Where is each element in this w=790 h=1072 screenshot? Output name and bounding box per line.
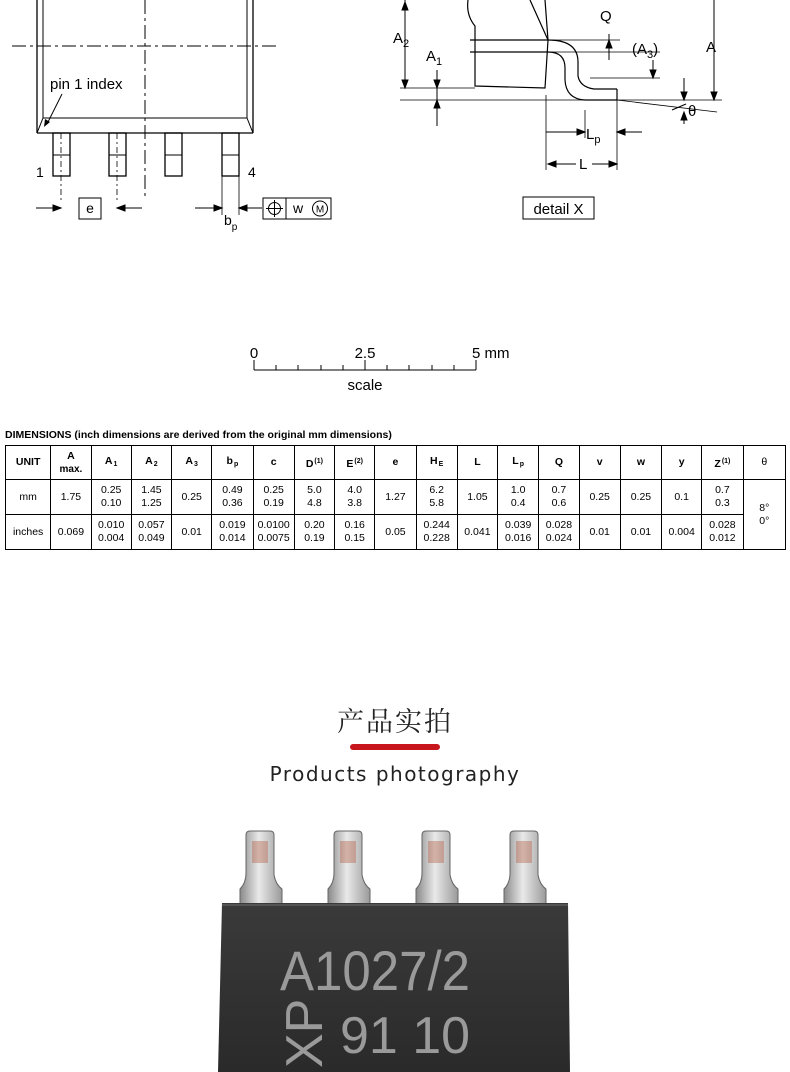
cell-z: 0.028 0.012 bbox=[702, 515, 743, 550]
a-label: A bbox=[706, 39, 717, 56]
chip-marking-line1: A1027/2 bbox=[280, 939, 470, 1002]
cell-a: 1.75 bbox=[51, 480, 91, 515]
cell-q: 0.7 0.6 bbox=[539, 480, 579, 515]
chip-pins bbox=[240, 831, 546, 905]
cell-lp: 1.0 0.4 bbox=[498, 480, 539, 515]
cell-v: 0.25 bbox=[579, 480, 620, 515]
cell-z: 0.7 0.3 bbox=[702, 480, 743, 515]
product-photo-title: 产品实拍 bbox=[337, 707, 453, 738]
cell-unit: mm bbox=[6, 480, 51, 515]
cell-bp: 0.49 0.36 bbox=[212, 480, 253, 515]
header-z: $Z^{(1)}$ bbox=[702, 446, 743, 480]
cell-e-cap: 4.0 3.8 bbox=[335, 480, 375, 515]
lp-label: $L_p$ bbox=[586, 126, 601, 146]
package-outline-drawing bbox=[0, 0, 790, 240]
cell-d: 0.20 0.19 bbox=[294, 515, 334, 550]
cell-w: 0.01 bbox=[620, 515, 661, 550]
header-c: c bbox=[253, 446, 294, 480]
header-he: $H_E$ bbox=[416, 446, 457, 480]
cell-a2: 1.45 1.25 bbox=[131, 480, 171, 515]
w-symbol: w bbox=[292, 200, 304, 216]
cell-a1: 0.010 0.004 bbox=[91, 515, 131, 550]
cell-y: 0.1 bbox=[662, 480, 702, 515]
header-e-cap: $E^{(2)}$ bbox=[335, 446, 375, 480]
header-y: y bbox=[662, 446, 702, 480]
header-bp: $b_p$ bbox=[212, 446, 253, 480]
pin-4-label: 4 bbox=[248, 164, 256, 180]
a2-label: $A_2$ bbox=[393, 30, 410, 50]
cell-l: 0.041 bbox=[457, 515, 497, 550]
table-row-inches bbox=[6, 515, 786, 550]
header-lp: $L_p$ bbox=[498, 446, 539, 480]
chip-marking-logo: XP bbox=[276, 998, 334, 1068]
header-a3: $A_3$ bbox=[172, 446, 212, 480]
scale-end: 5 mm bbox=[472, 345, 510, 362]
header-q: Q bbox=[539, 446, 579, 480]
scale-bar bbox=[240, 340, 530, 400]
m-symbol: M bbox=[315, 204, 325, 216]
pin1-index-label: pin 1 index bbox=[50, 76, 123, 93]
bp-label: $b_p$ bbox=[224, 212, 238, 233]
cell-he: 0.244 0.228 bbox=[416, 515, 457, 550]
cell-bp: 0.019 0.014 bbox=[212, 515, 253, 550]
cell-d: 5.0 4.8 bbox=[294, 480, 334, 515]
table-row-mm bbox=[6, 480, 786, 515]
dimensions-title: DIMENSIONS (inch dimensions are derived from the original mm dimensions) bbox=[5, 429, 392, 441]
header-theta: θ bbox=[743, 446, 785, 480]
header-a: A max. bbox=[51, 446, 91, 480]
cell-v: 0.01 bbox=[579, 515, 620, 550]
header-a1: $A_1$ bbox=[91, 446, 131, 480]
cell-a3: 0.01 bbox=[172, 515, 212, 550]
cell-a3: 0.25 bbox=[172, 480, 212, 515]
cell-l: 1.05 bbox=[457, 480, 497, 515]
cell-w: 0.25 bbox=[620, 480, 661, 515]
cell-c: 0.25 0.19 bbox=[253, 480, 294, 515]
header-w: w bbox=[620, 446, 661, 480]
header-e: e bbox=[375, 446, 416, 480]
cell-he: 6.2 5.8 bbox=[416, 480, 457, 515]
l-label: L bbox=[579, 156, 588, 173]
cell-a1: 0.25 0.10 bbox=[91, 480, 131, 515]
theta-label: θ bbox=[688, 103, 697, 120]
header-l: L bbox=[457, 446, 497, 480]
top-view bbox=[12, 0, 280, 215]
cell-a2: 0.057 0.049 bbox=[131, 515, 171, 550]
cell-y: 0.004 bbox=[662, 515, 702, 550]
cell-q: 0.028 0.024 bbox=[539, 515, 579, 550]
cell-theta: 8° 0° bbox=[743, 480, 785, 550]
cell-unit: inches bbox=[6, 515, 51, 550]
title-accent-bar bbox=[350, 744, 440, 750]
cell-e: 0.05 bbox=[375, 515, 416, 550]
cell-a: 0.069 bbox=[51, 515, 91, 550]
cell-e-cap: 0.16 0.15 bbox=[335, 515, 375, 550]
a3-label: $(A_3)$ bbox=[632, 41, 659, 61]
scale-caption: scale bbox=[347, 377, 383, 394]
dimensions-table bbox=[5, 445, 786, 550]
a1-label: $A_1$ bbox=[426, 48, 443, 68]
q-label: Q bbox=[600, 8, 612, 25]
detail-x-label: detail X bbox=[533, 201, 584, 218]
chip-photo bbox=[200, 825, 590, 1072]
detail-x-view bbox=[400, 0, 722, 170]
scale-zero: 0 bbox=[249, 345, 259, 362]
header-a2: $A_2$ bbox=[131, 446, 171, 480]
table-header-row bbox=[6, 446, 786, 480]
header-unit: UNIT bbox=[6, 446, 51, 480]
scale-mid: 2.5 bbox=[354, 345, 376, 362]
cell-e: 1.27 bbox=[375, 480, 416, 515]
product-photo-subtitle: Products photography bbox=[269, 762, 521, 786]
pitch-e-label: e bbox=[86, 200, 94, 216]
header-v: v bbox=[579, 446, 620, 480]
cell-lp: 0.039 0.016 bbox=[498, 515, 539, 550]
chip-marking-line2: 91 10 bbox=[340, 1007, 470, 1065]
header-d: $D^{(1)}$ bbox=[294, 446, 334, 480]
cell-c: 0.0100 0.0075 bbox=[253, 515, 294, 550]
pin-1-label: 1 bbox=[36, 164, 44, 180]
